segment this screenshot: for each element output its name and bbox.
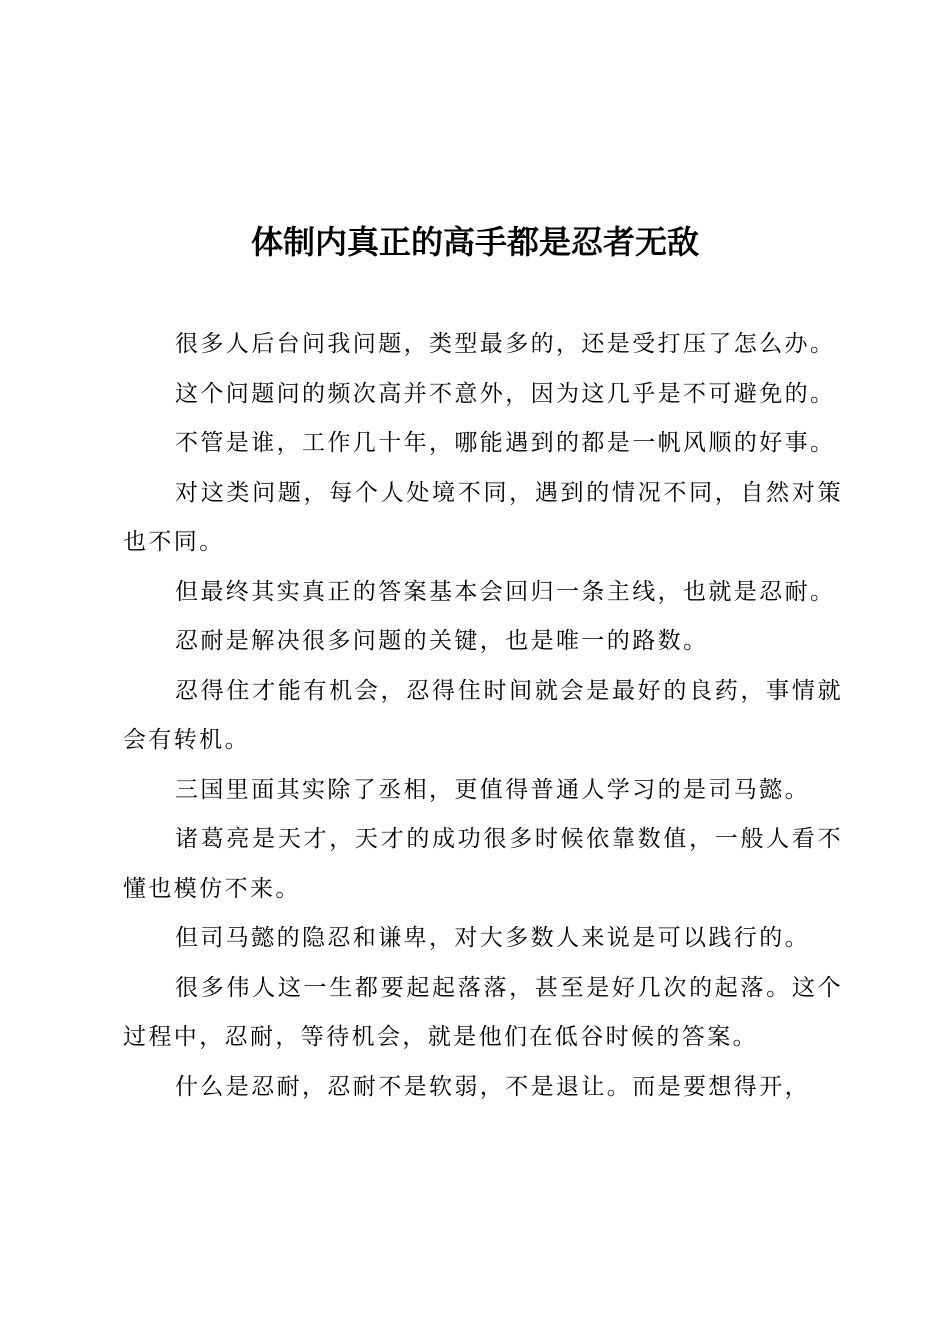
paragraph: 不管是谁，工作几十年，哪能遇到的都是一帆风顺的好事。: [175, 430, 836, 456]
paragraph: 很多人后台问我问题，类型最多的，还是受打压了怎么办。: [175, 331, 836, 357]
paragraph: 诸葛亮是天才，天才的成功很多时候依靠数值，一般人看不懂也模仿不来。: [123, 826, 843, 902]
paragraph: 对这类问题，每个人处境不同，遇到的情况不同，自然对策也不同。: [123, 479, 843, 555]
paragraph: 很多伟人这一生都要起起落落，甚至是好几次的起落。这个过程中，忍耐，等待机会，就是他们在低谷时候的答案。: [123, 974, 843, 1050]
paragraph: 但最终其实真正的答案基本会回归一条主线，也就是忍耐。: [175, 578, 836, 605]
paragraph: 忍得住才能有机会，忍得住时间就会是最好的良药，事情就会有转机。: [123, 677, 843, 753]
paragraph: 什么是忍耐，忍耐不是软弱，不是退让。而是要想得开，: [175, 1073, 810, 1100]
paragraph: 忍耐是解决很多问题的关键，也是唯一的路数。: [175, 628, 709, 654]
paragraph: 但司马懿的隐忍和谦卑，对大多数人来说是可以践行的。: [175, 925, 810, 951]
document-title: 体制内真正的高手都是忍者无敌: [250, 223, 699, 261]
paragraph: 三国里面其实除了丞相，更值得普通人学习的是司马懿。: [175, 776, 810, 803]
document-body: [123, 320, 843, 1112]
paragraph: 这个问题问的频次高并不意外，因为这几乎是不可避免的。: [175, 380, 836, 407]
